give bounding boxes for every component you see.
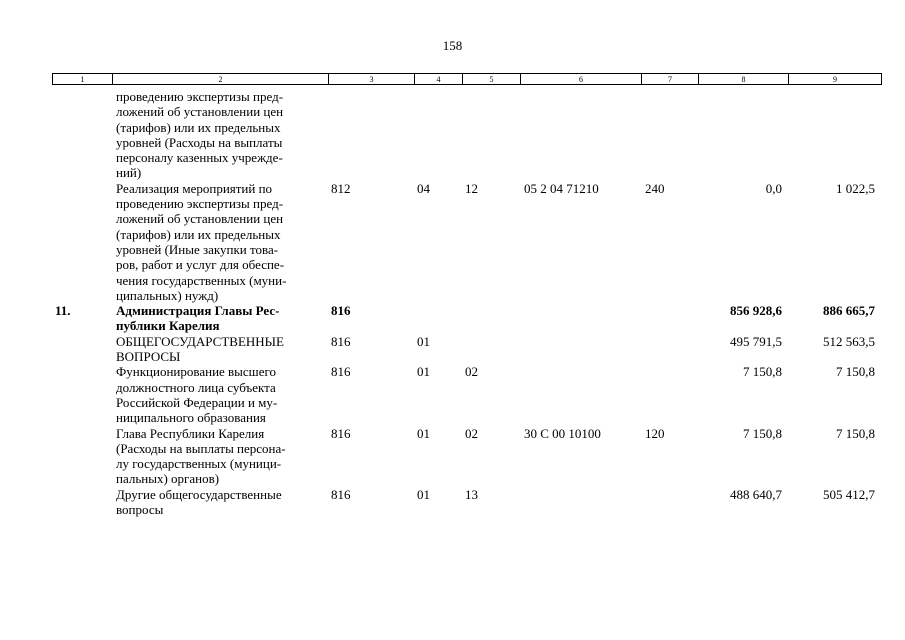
- department-code: 816: [331, 425, 351, 441]
- target-article-code: [519, 303, 640, 334]
- section-code: 01: [417, 333, 430, 349]
- amount-year-1: 7 150,8: [743, 364, 782, 380]
- amount-year-2: 1 022,5: [836, 180, 875, 196]
- column-number-5: 5: [462, 74, 520, 84]
- row-number: [52, 487, 111, 518]
- section-code: [413, 89, 461, 181]
- amount-year-2: 7 150,8: [836, 364, 875, 380]
- column-number-4: 4: [414, 74, 462, 84]
- column-number-9: 9: [788, 74, 881, 84]
- expense-type-code: 120: [645, 425, 665, 441]
- expense-type-code: [640, 487, 697, 518]
- column-number-2: 2: [112, 74, 328, 84]
- row-name: Функционирование высшего должностного лица субъекта Российской Федерации и му- ниципального образования: [116, 364, 278, 426]
- row-name: проведению экспертизы пред- ложений об установлении цен (тарифов) или их предельных уровней (Расходы на выплаты персоналу казенных учрежде- ний): [116, 89, 284, 181]
- column-number-7: 7: [641, 74, 698, 84]
- expense-type-code: [640, 364, 697, 425]
- row-number: [52, 89, 111, 181]
- department-code: 816: [331, 333, 351, 349]
- row-name: Глава Республики Карелия (Расходы на выплаты персона- лу государственных (муници- пальных) органов): [116, 425, 286, 487]
- amount-year-2: 7 150,8: [836, 425, 875, 441]
- expense-type-code: [640, 303, 697, 334]
- section-code: 01: [417, 364, 430, 380]
- row-number: [52, 334, 111, 365]
- row-number: [52, 426, 111, 487]
- table-header: [52, 73, 882, 85]
- amount-year-1: [697, 89, 787, 181]
- table-row: [52, 334, 880, 365]
- subsection-code: [461, 303, 519, 334]
- subsection-code: 13: [465, 486, 478, 502]
- subsection-code: 02: [465, 425, 478, 441]
- expense-type-code: [640, 334, 697, 365]
- column-number-8: 8: [698, 74, 788, 84]
- table-row: [52, 89, 880, 181]
- row-name: Реализация мероприятий по проведению экспертизы пред- ложений об установлении цен (тарифов) или их предельных уровней (Иные закупки това- ров, работ и услуг для обеспе- чения государственных (муни- ципальных) нужд): [116, 180, 287, 303]
- amount-year-1: 7 150,8: [743, 425, 782, 441]
- row-number: 11.: [55, 303, 71, 319]
- column-number-3: 3: [328, 74, 414, 84]
- department-code: 812: [331, 180, 351, 196]
- target-article-code: 30 С 00 10100: [524, 425, 601, 441]
- row-number: [52, 364, 111, 425]
- department-code: [327, 89, 413, 181]
- amount-year-1: 495 791,5: [730, 333, 782, 349]
- amount-year-2: 886 665,7: [823, 303, 875, 319]
- table-row: [52, 303, 880, 334]
- target-article-code: 05 2 04 71210: [524, 180, 599, 196]
- subsection-code: 02: [465, 364, 478, 380]
- amount-year-2: 505 412,7: [823, 486, 875, 502]
- target-article-code: [519, 364, 640, 425]
- department-code: 816: [331, 364, 351, 380]
- table-row: [52, 364, 880, 425]
- column-number-1: 1: [80, 75, 85, 84]
- department-code: 816: [331, 486, 351, 502]
- row-name: Администрация Главы Рес- публики Карелия: [116, 303, 280, 334]
- amount-year-1: 856 928,6: [730, 303, 782, 319]
- row-number: [52, 181, 111, 303]
- column-number-6: 6: [520, 74, 641, 84]
- target-article-code: [519, 487, 640, 518]
- table-row: [52, 487, 880, 518]
- page-number: 158: [442, 38, 463, 53]
- expense-type-code: [640, 89, 697, 181]
- row-name: Другие общегосударственные вопросы: [116, 486, 282, 518]
- table-body: [52, 89, 880, 517]
- amount-year-1: 488 640,7: [730, 486, 782, 502]
- department-code: 816: [331, 303, 351, 319]
- table-row: [52, 426, 880, 487]
- subsection-code: [461, 89, 519, 181]
- target-article-code: [519, 89, 640, 181]
- section-code: 01: [417, 486, 430, 502]
- table-row: [52, 181, 880, 303]
- section-code: 01: [417, 425, 430, 441]
- section-code: 04: [417, 180, 430, 196]
- amount-year-2: 512 563,5: [823, 333, 875, 349]
- subsection-code: [461, 334, 519, 365]
- row-name: ОБЩЕГОСУДАРСТВЕННЫЕ ВОПРОСЫ: [116, 333, 284, 365]
- amount-year-1: 0,0: [765, 180, 782, 196]
- subsection-code: 12: [465, 180, 478, 196]
- target-article-code: [519, 334, 640, 365]
- section-code: [413, 303, 461, 334]
- amount-year-2: [787, 89, 880, 181]
- expense-type-code: 240: [645, 180, 665, 196]
